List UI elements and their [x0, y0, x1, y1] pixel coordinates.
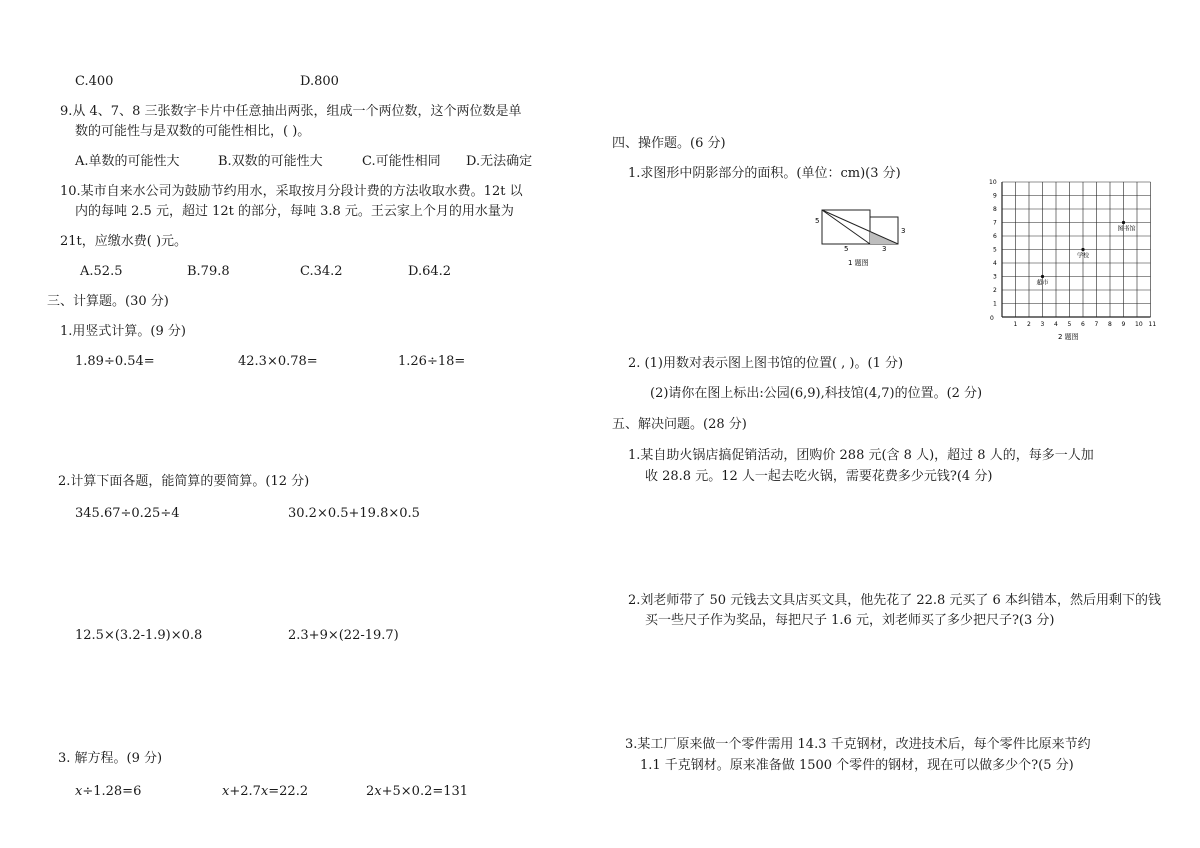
q10-line2: 内的每吨 2.5 元，超过 12t 的部分，每吨 3.8 元。王云家上个月的用水量为 [75, 204, 514, 219]
s3-p1-item-1: 1.89÷0.54= [75, 354, 155, 369]
s5-q1-line2: 收 28.8 元。12 人一起去吃火锅，需要花费多少元钱?(4 分) [645, 469, 993, 484]
fig2-x-tick: 6 [1081, 321, 1085, 328]
fig2-x-tick: 7 [1094, 321, 1099, 328]
section5-title: 五、解决问题。(28 分) [612, 417, 747, 432]
section4-title: 四、操作题。(6 分) [612, 136, 726, 151]
fig2-y-tick: 1 [993, 300, 997, 308]
fig1-label-bottom-small: 3 [882, 245, 887, 253]
fig2-point-label: 超市 [1036, 279, 1049, 287]
s4-q2-part1: 2. (1)用数对表示图上图书馆的位置( , )。(1 分) [628, 356, 904, 371]
fig2-y-tick: 3 [993, 273, 997, 281]
s5-q1-line1: 1.某自助火锅店搞促销活动，团购价 288 元(含 8 人)，超过 8 人的，每多一人加 [628, 448, 1094, 463]
fig2-x-tick: 11 [1148, 321, 1157, 328]
fig1-label-bottom-big: 5 [844, 245, 849, 253]
fig2-y-tick: 6 [993, 233, 997, 240]
fig2-caption: 2 题图 [1058, 333, 1079, 341]
s3-p2-item-3: 12.5×(3.2-1.9)×0.8 [75, 628, 203, 643]
fig2-x-tick: 4 [1054, 321, 1058, 328]
fig2-y-tick: 7 [993, 219, 997, 227]
fig2-x-tick: 3 [1040, 321, 1045, 328]
q10-option-b: B.79.8 [187, 264, 230, 279]
fig2-y-tick: 2 [993, 287, 997, 294]
s3-p2-item-4: 2.3+9×(22-19.7) [288, 628, 399, 643]
q10-line1: 10.某市自来水公司为鼓励节约用水，采取按月分段计费的方法收取水费。12t 以 [60, 184, 523, 199]
q8-option-d: D.800 [300, 74, 339, 89]
s3-p2-item-2: 30.2×0.5+19.8×0.5 [288, 506, 420, 521]
s5-q2-line1: 2.刘老师带了 50 元钱去文具店买文具，他先花了 22.8 元买了 6 本纠错本，然后用剩下的钱 [628, 593, 1161, 608]
s3-p3-equation-2: x+2.7x=22.2 [222, 784, 309, 799]
fig2-ticks [989, 179, 1156, 328]
fig1-label-right: 3 [901, 227, 906, 235]
fig2-point [1122, 221, 1125, 224]
fig2-x-tick: 10 [1135, 321, 1143, 328]
s3-p2-item-1: 345.67÷0.25÷4 [75, 506, 180, 521]
figure-2-coordinate-grid [982, 179, 1162, 346]
s5-q2-line2: 买一些尺子作为奖品，每把尺子 1.6 元，刘老师买了多少把尺子?(3 分) [645, 613, 1055, 628]
q10-option-c: C.34.2 [300, 264, 343, 279]
q10-option-d: D.64.2 [408, 264, 452, 279]
fig2-y-tick: 9 [993, 192, 997, 200]
fig2-y-tick: 10 [989, 179, 997, 186]
s3-p3-equation-3: 2x+5×0.2=131 [366, 784, 469, 799]
q10-line3: 21t，应缴水费( )元。 [60, 234, 188, 249]
s4-q1: 1.求图形中阴影部分的面积。(单位：cm)(3 分) [628, 166, 901, 181]
s3-p3-equation-1: x÷1.28=6 [75, 784, 142, 799]
q9-line2: 数的可能性与是双数的可能性相比，( )。 [75, 124, 311, 139]
fig2-x-tick: 5 [1067, 321, 1072, 328]
s3-p1-item-2: 42.3×0.78= [238, 354, 318, 369]
s3-p1-item-3: 1.26÷18= [398, 354, 466, 369]
fig2-point [1041, 275, 1044, 278]
s5-q3-line1: 3.某工厂原来做一个零件需用 14.3 千克钢材，改进技术后，每个零件比原来节约 [625, 737, 1091, 752]
fig1-label-left: 5 [815, 217, 820, 225]
section3-title: 三、计算题。(30 分) [47, 294, 169, 309]
figure-1-shaded-area [810, 205, 910, 270]
fig2-point-label: 学校 [1077, 252, 1090, 260]
s5-q3-line2: 1.1 千克钢材。原来准备做 1500 个零件的钢材，现在可以做多少个?(5 分) [640, 758, 1074, 773]
q9-option-d: D.无法确定 [466, 154, 533, 169]
s3-p1-title: 1.用竖式计算。(9 分) [60, 324, 186, 339]
s3-p3-title: 3. 解方程。(9 分) [58, 751, 163, 766]
fig2-x-tick: 2 [1027, 321, 1031, 328]
s3-p2-title: 2.计算下面各题，能简算的要简算。(12 分) [58, 474, 310, 489]
q8-option-c: C.400 [75, 74, 114, 89]
fig2-x-tick: 0 [990, 315, 994, 322]
fig2-y-tick: 5 [993, 246, 997, 254]
s4-q2-part2: (2)请你在图上标出:公园(6,9),科技馆(4,7)的位置。(2 分) [650, 386, 983, 401]
fig1-caption: 1 题图 [848, 259, 869, 267]
q9-option-a: A.单数的可能性大 [75, 154, 180, 169]
q9-option-c: C.可能性相同 [362, 154, 441, 169]
q9-option-b: B.双数的可能性大 [218, 154, 323, 169]
fig2-point-label: 图书馆 [1117, 225, 1136, 233]
fig2-y-tick: 8 [993, 206, 997, 213]
q10-option-a: A.52.5 [80, 264, 123, 279]
fig2-point [1081, 248, 1084, 251]
fig2-x-tick: 9 [1121, 321, 1126, 328]
fig2-x-tick: 1 [1013, 321, 1018, 328]
fig2-y-tick: 4 [993, 260, 997, 267]
fig2-grid [1002, 182, 1151, 317]
fig2-x-tick: 8 [1108, 321, 1112, 328]
q9-line1: 9.从 4、7、8 三张数字卡片中任意抽出两张，组成一个两位数，这个两位数是单 [60, 104, 522, 119]
